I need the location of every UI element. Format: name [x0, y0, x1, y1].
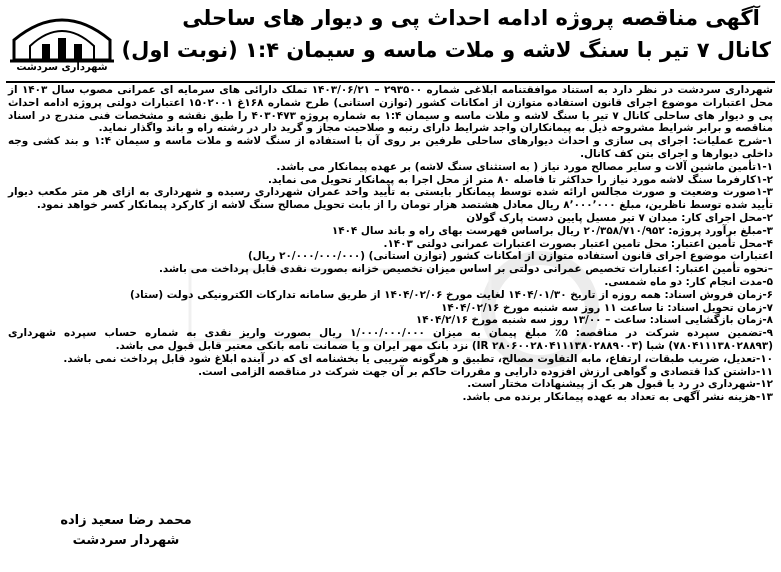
- clause-9: ۹-تضمین سپرده شرکت در مناقصه: ۵٪ مبلغ پیمان به میزان ۱/۰۰۰/۰۰۰/۰۰۰ ریال بصورت واریز نقدی به شماره حساب سپرده شهرداری (۷۸۰۴۱۱۱۳۸۰۲۸۸۹۳) شبا (IR ۲۸۰۶۰۰۲۸۰۴۱۱۱۳۸۰۲۸۸۹۰۰۳) نزد بانک مهر ایران و یا ضمانت نامه بانکی معتبر قابل قبول می باشد.: [8, 327, 773, 352]
- divider: [6, 81, 775, 83]
- clause-4: ۴-محل تأمین اعتبار: محل تامین اعتبار بصورت اعتبارات عمرانی دولتی ۱۴۰۳.: [383, 237, 773, 250]
- signature-block: [26, 511, 226, 551]
- logo-caption: شهرداری سردشت: [16, 62, 108, 73]
- header: [0, 0, 781, 82]
- clause-1-1: ۱-۱تأمین ماشین آلات و سایر مصالح مورد نیاز ( به استثنای سنگ لاشه) بر عهده پیمانکار می باشد.: [276, 160, 773, 173]
- clause-12: ۱۲-شهرداری در رد یا قبول هر یک از پیشنهادات مختار است.: [467, 378, 773, 391]
- clause-13: ۱۳-هزینه نشر آگهی به تعداد به عهده پیمانکار برنده می باشد.: [462, 391, 773, 404]
- notice-title-line1: آگهی مناقصه پروژه ادامه احداث پی و دیوار های ساحلی: [182, 6, 760, 30]
- clause-6: ۶-زمان فروش اسناد: همه روزه از تاریخ ۱۴۰۴/۰۱/۳۰ لغایت مورخ ۱۴۰۴/۰۲/۰۶ از طریق سامانه تدارکات الکترونیکی دولت (ستاد): [129, 288, 773, 301]
- building-logo-icon: [8, 6, 116, 64]
- clause-4-credits: اعتبارات موضوع اجرای قانون استفاده متوازن از امکانات کشور (توازن استانی) (۲۰/۰۰۰/۰۰۰/۰۰۰ ریال): [247, 250, 773, 263]
- clause-1-3: ۱-۳صورت وضعیت و صورت مجالس ارائه شده توسط پیمانکار بایستی به تأیید واحد عمران شهرداری رسیده و شهرداری به ازای هر متر مکعب دیوار تأیید شده توسط ناظرین، مبلغ ۸٬۰۰۰٬۰۰۰ ریال معادل هشتصد هزار تومان را از بابت تحویل مصالح سنگ لاشه از کارکرد پیمانکار کسر خواهد نمود.: [8, 186, 773, 212]
- notice-title-line2: کانال ۷ تیر با سنگ لاشه و ملات ماسه و سیمان ۱:۴ (نوبت اول): [121, 38, 771, 62]
- clause-1-2: ۱-۲کارفرما سنگ لاشه مورد نیاز را حداکثر تا فاصله ۸۰ متر از محل اجرا به پیمانکار تحویل می نماید.: [267, 173, 773, 186]
- clause-5: ۵-مدت انجام کار: دو ماه شمسی.: [604, 275, 773, 288]
- notice-body: [8, 84, 773, 404]
- intro-paragraph: شهرداری سردشت در نظر دارد به استناد موافقتنامه ابلاغی شماره ۲۹۳۵۰۰ – ۱۴۰۳/۰۶/۲۱ تملک دارائی های سرمایه ای عمرانی مصوب سال ۱۴۰۳ از محل اعتبارات موضوع اجرای قانون استفاده متوازن از امکانات کشور (توازن استانی) طرح شماره ۱۶۸غ ۱۵۰۲۰۰۱ اعتبارات دولتی پروژه ادامه احداث پی و دیوار های ساحلی کانال ۷ تیر با سنگ لاشه و ملات ماسه و سیمان ۱:۴ به شماره پروژه ۴۰۳۰۴۷۳ را طبق نقشه و مشخصات فنی مندرج در اسناد مناقصه و برابر شرایط مشروحه ذیل به پیمانکاران واجد شرایط دارای رتبه و صلاحیت مجاز و گرید دار در رشته راه و باند واگذار نماید.: [8, 84, 774, 135]
- clause-3: ۳-مبلغ برآورد پروژه: ۲۰/۳۵۸/۷۱۰/۹۵۲ ریال براساس فهرست بهای راه و باند سال ۱۴۰۴: [331, 224, 773, 237]
- clause-4-method: –نحوه تأمین اعتبار: اعتبارات تخصیص عمرانی دولتی بر اساس میزان تخصیص خزانه بصورت نقدی قابل پرداخت می باشد.: [158, 263, 773, 276]
- clause-8: ۸-زمان بازگشایی اسناد: ساعت – ۱۳/۰۰ روز سه شنبه مورخ ۱۴۰۴/۲/۱۶: [415, 314, 773, 327]
- clause-11: ۱۱-داشتن کدا قتصادی و گواهی ارزش افزوده دارایی و مقررات حاکم بر آن جهت شرکت در مناقصه الزامی است.: [198, 365, 773, 378]
- notice-title: [121, 2, 771, 66]
- clause-2: ۲-محل اجرای کار: میدان ۷ تیر مسیل پایین دست پارک گولان: [466, 211, 773, 224]
- signatory-role: شهردار سردشت: [72, 533, 180, 548]
- signatory-name: محمد رضا سعید زاده: [60, 513, 192, 528]
- clause-7: ۷-زمان تحویل اسناد: تا ساعت ۱۱ روز سه شنبه مورخ ۱۴۰۴/۰۲/۱۶: [441, 301, 773, 314]
- clause-1: ۱-شرح عملیات: اجرای پی سازی و احداث دیوارهای ساحلی طرفین بر روی آن با استفاده از سنگ لاشه و ملات ماسه و سیمان ۱:۴ و بند کشی وجه داخلی دیوارها و اجرای بتن کف کانال.: [8, 135, 773, 160]
- clause-10: ۱۰-تعدیل، ضریب طبقات، ارتفاع، مابه التفاوت مصالح، تطبیق و هرگونه ضریبی یا بخشنامه ای که در آینده ابلاغ شود قابل پرداخت نمی باشد.: [63, 352, 773, 365]
